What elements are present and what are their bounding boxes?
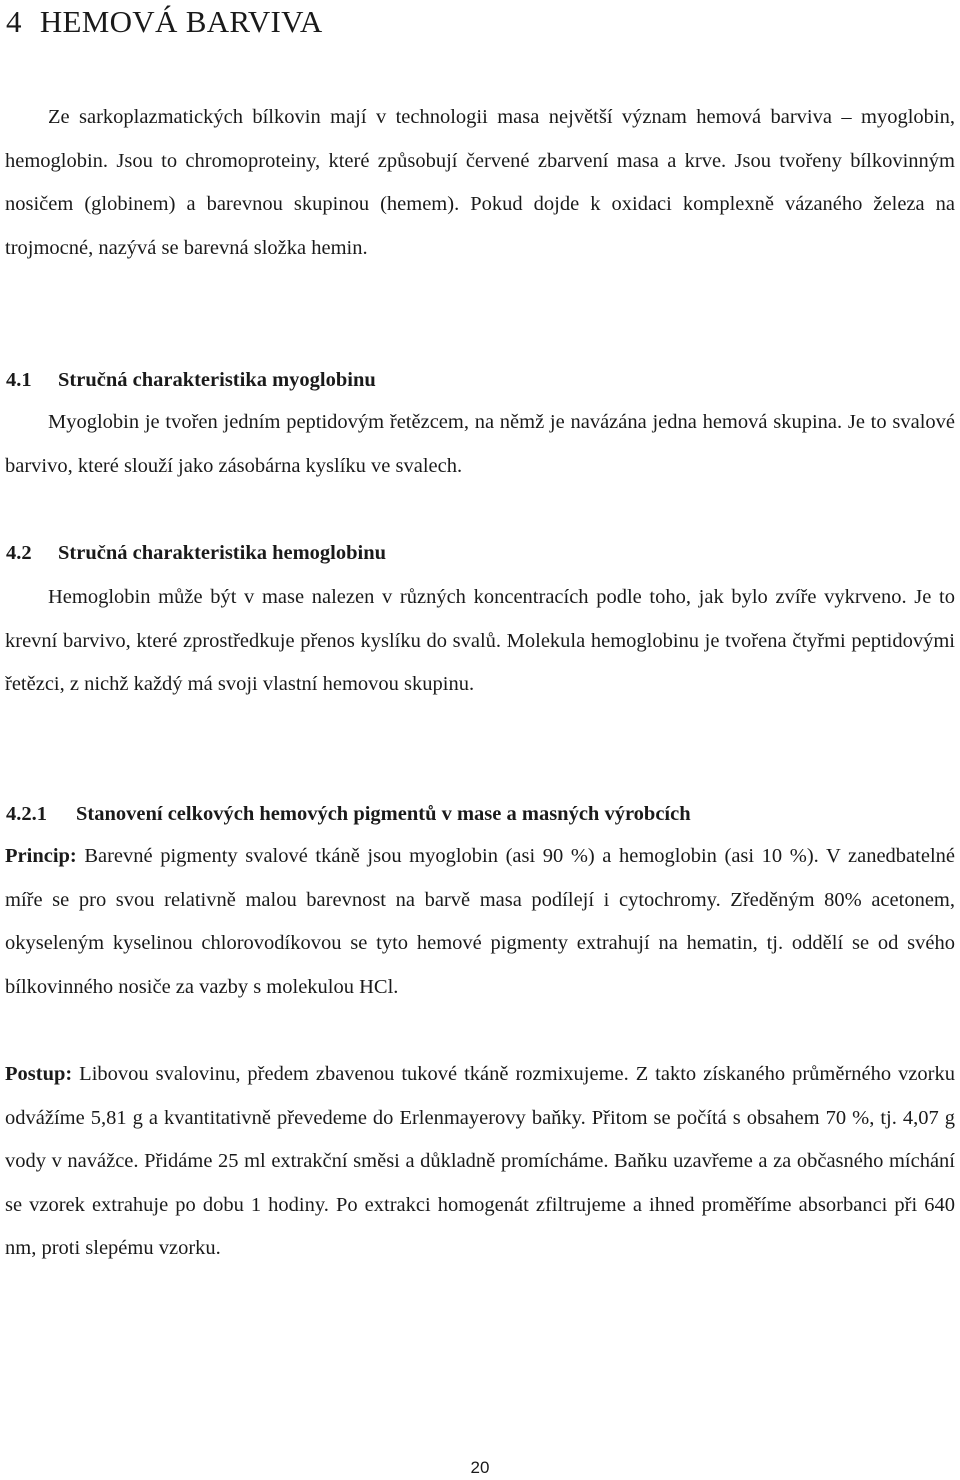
section-number: 4.2 xyxy=(6,542,32,564)
myoglobin-paragraph: Myoglobin je tvořen jedním peptidovým řetězcem, na němž je navázána jedna hemová skupina. Je to svalové barvivo, které slouží jako zásobárna kyslíku ve svalech. xyxy=(5,411,955,477)
chapter-title xyxy=(6,2,323,42)
section-number: 4.1 xyxy=(6,369,32,391)
procedure-text: Libovou svalovinu, předem zbavenou tukové tkáně rozmixujeme. Z takto získaného průměrného vzorku odvážíme 5,81 g a kvantitativně převedeme do Erlenmayerovy baňky. Přitom se počítá s obsahem 70 %, tj. 4,07 g vody v navážce. Přidáme 25 ml extrakční směsi a důkladně promícháme. Baňku uzavřeme a za občasného míchání se vzorek extrahuje po dobu 1 hodiny. Po extrakci homogenát zfiltrujeme a ihned proměříme absorbanci při 640 nm, proti slepému vzorku. xyxy=(5,1063,955,1259)
principle-label: Princip: xyxy=(5,845,77,867)
chapter-intro-paragraph: Ze sarkoplazmatických bílkovin mají v technologii masa největší význam hemová barviva – myoglobin, hemoglobin. Jsou to chromoproteiny, které způsobují červené zbarvení masa a krve. Jsou tvořeny bílkovinným nosičem (globinem) a barevnou skupinou (hemem). Pokud dojde k oxidaci komplexně vázaného železa na trojmocné, nazývá se barevná složka hemin. xyxy=(5,106,955,259)
procedure-paragraph xyxy=(5,1053,955,1271)
page-number: 20 xyxy=(470,1458,490,1477)
chapter-title-text: HEMOVÁ BARVIVA xyxy=(39,4,323,39)
section-title: Stručná charakteristika hemoglobinu xyxy=(58,542,387,564)
subsection-title: Stanovení celkových hemových pigmentů v mase a masných výrobcích xyxy=(76,803,691,825)
principle-paragraph xyxy=(5,835,955,1009)
principle-text: Barevné pigmenty svalové tkáně jsou myoglobin (asi 90 %) a hemoglobin (asi 10 %). V zanedbatelné míře se pro svou relativně malou barevnost na barvě masa podílejí i cytochromy. Zředěným 80% acetonem, okyseleným kyselinou chlorovodíkovou se tyto hemové pigmenty extrahují na hematin, tj. oddělí se od svého bílkovinného nosiče za vazby s molekulou HCl. xyxy=(5,845,955,998)
section-title: Stručná charakteristika myoglobinu xyxy=(58,369,376,391)
hemoglobin-paragraph: Hemoglobin může být v mase nalezen v různých koncentracích podle toho, jak bylo zvíře vykrveno. Je to krevní barvivo, které zprostředkuje přenos kyslíku do svalů. Molekula hemoglobinu je tvořena čtyřmi peptidovými řetězci, z nichž každý má svoji vlastní hemovou skupinu. xyxy=(5,586,955,695)
subsection-heading xyxy=(6,799,691,829)
procedure-label: Postup: xyxy=(5,1063,73,1085)
subsection-number: 4.2.1 xyxy=(6,803,47,825)
section-heading-hemoglobin xyxy=(6,538,386,568)
chapter-number: 4 xyxy=(6,4,22,39)
section-heading-myoglobin xyxy=(6,365,376,395)
